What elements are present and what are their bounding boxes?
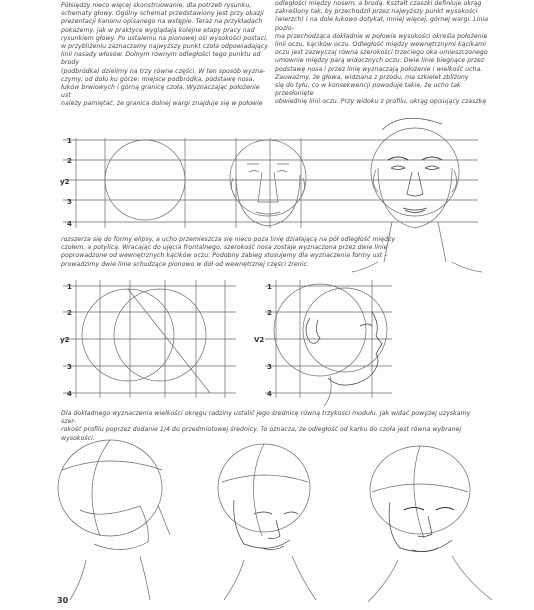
svg-text:3: 3: [267, 363, 272, 371]
svg-text:1: 1: [67, 283, 72, 291]
svg-text:4: 4: [67, 390, 72, 398]
profile-grid-diagram: [63, 280, 236, 398]
svg-text:1: 1: [267, 283, 272, 291]
svg-text:3: 3: [67, 198, 72, 206]
svg-text:4: 4: [267, 390, 272, 398]
text-middle-paragraph: rozszerza się do formy elipsy, a ucho przemieszcza się nieco poza linię działającą na pół odległość między czołem, a potylicą. Wracając do ujęcia frontalnego, szerokość nosa zostaje wyznaczona przez dwie linie poprowadzone od wewnętrznych kącików oczu. Podobny zabieg stosujemy dla wyznaczenia formy ust – prowadzimy dwie linie schodzące pionowo w dół od wewnętrznej części źrenic.: [61, 236, 396, 268]
svg-text:2: 2: [267, 309, 272, 317]
svg-text:1: 1: [67, 137, 72, 145]
svg-text:y2: y2: [60, 336, 70, 344]
svg-text:4: 4: [67, 220, 72, 228]
perspective-head-3: [368, 446, 492, 602]
perspective-head-2: [218, 444, 316, 600]
svg-text:V2: V2: [254, 336, 265, 344]
text-column-right: odległości między nosem, a brodą. Kształt czaszki definiuje okrąg zakreślony tak, by przechodził przez najwyższy punkt wysokości (wierzch) i na dole łukowo dotykał, mniej więcej, górnej wargi. Linia pozio- ma przechodząca dokładnie w połowie wysokości określa położenie linii oczu, kącików oczu. Odległość między wewnętrznymi kącikami oczu jest zazwyczaj równa szerokości trzeciego oka umieszczonego umownie między parą widocznych oczu. Dwie linie biegnące przez podstawę nosa i przez linię wyznaczają położenie i wielkość ucha. Zauważmy, że głowa, widziana z przodu, ma szkielet zbliżony się do tyłu, co w konsekwencji powoduje takie, że ucho tak przesłonięte obwiednię linii oczu. Przy widoku z profilu, okrąg opisujący czaszkę: [275, 0, 489, 106]
front-head-drawing: [352, 118, 482, 272]
front-grid-diagram: [63, 138, 478, 228]
text-lower-paragraph: Dla dokładnego wyznaczenia wielkości okręgu radziny ustalić jego średnicę równą trzykości modułu. Jak widać powyżej uzyskamy szer- rokość profilu poprzez dodanie 1/4 do przedmiotowej średnicy. To oznacza, że odległość od karku do czoła jest równa wybranej wysokości.: [61, 410, 471, 442]
profile-head-sketch: [265, 280, 392, 406]
front-head-sketch: [230, 140, 306, 226]
svg-text:2: 2: [67, 157, 72, 165]
text-column-left: Półsiędzy nieco więcej skonstruowanie, dla potrzeb rysunku, schematy głowy. Ogólny schemat przedstawiony jest przy okazji prezentacji kanonu opisanego na wstępie. Teraz na przykładach pokażemy, jak w praktyce wyglądają kolejne etapy pracy nad rysunkiem głowy. Po ustaleniu na pionowej osi wysokości postaci, w przybliżeniu zaznaczamy najwyższy punkt czoła odpowiadający linii nasady włosów. Dolnym równym odległości tego punktu od brody (podbródka) dzielimy na trzy równe części. W ten sposób wyzna- czymy, od dołu ku górze: miejsce podbródka, podstawę nosa, łuków brwiowych i górną granicę czoła. Wyznaczając położenie ust należy pamiętać, że granica dolnej wargi znajduje się w połowie: [61, 2, 269, 108]
svg-text:y2: y2: [60, 178, 70, 186]
page-number: 30: [57, 596, 69, 605]
svg-text:2: 2: [67, 309, 72, 317]
svg-text:3: 3: [67, 363, 72, 371]
perspective-head-1: [58, 440, 170, 600]
grid-labels: [60, 137, 272, 398]
